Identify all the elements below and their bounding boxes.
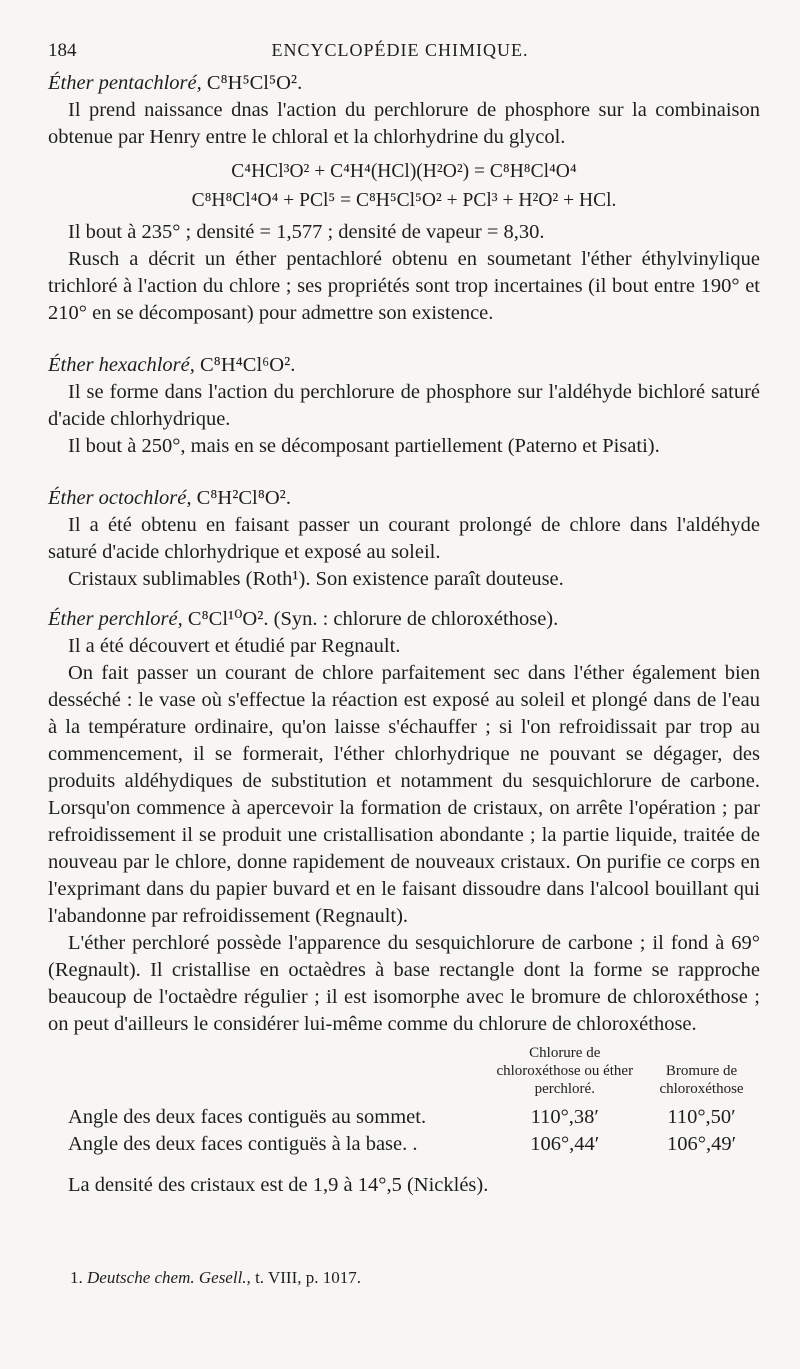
row-label: Angle des deux faces contiguës à la base. . [68,1133,418,1155]
table-header-bromure: Bromure de chloroxéthose [659,1063,744,1097]
paragraph: L'éther perchloré possède l'apparence du sesquichlorure de carbone ; il fond à 69° (Regnault). Il cristallise en octaèdres à base rectangle dont la forme se rapproche beaucoup de l'octaèdre régulier ; il est isomorphe avec le bromure de chloroxéthose ; on peut d'ailleurs le considérer lui-même comme du chlorure de chloroxéthose. [48,932,760,1035]
equation: C⁴HCl³O² + C⁴H⁴(HCl)(H²O²) = C⁸H⁸Cl⁴O⁴ [231,161,577,182]
compound-formula: C⁸H⁴Cl⁶O². [200,354,296,376]
section-heading-octochlore [48,485,760,512]
table-row [48,1131,760,1158]
compound-name: Éther hexachloré, [48,354,195,376]
paragraph: Il a été obtenu en faisant passer un courant prolongé de chlore dans l'aldéhyde saturé d'acide chlorhydrique et exposé au soleil. [48,514,760,563]
table-header-chlorure: Chlorure de chloroxéthose ou éther perchloré. [496,1045,634,1097]
compound-name: Éther pentachloré, [48,72,202,94]
compound-name: Éther perchloré, [48,608,183,630]
section-heading-pentachlore [48,70,760,97]
footnote-reference: t. VIII, p. 1017. [255,1268,361,1287]
compound-formula: C⁸Cl¹⁰O². (Syn. : chlorure de chloroxéthose). [187,608,559,630]
table-header-empty [48,1044,486,1104]
equation-block [48,157,760,215]
cell-value: 106°,49′ [667,1133,737,1155]
section-heading-perchlore [48,606,760,633]
angle-comparison-table [48,1044,760,1158]
footnote [70,1268,361,1288]
row-label: Angle des deux faces contiguës au sommet. [68,1106,427,1128]
paragraph: Il a été découvert et étudié par Regnault. [68,635,401,657]
paragraph: Il bout à 235° ; densité = 1,577 ; densité de vapeur = 8,30. [68,221,545,243]
equation: C⁸H⁸Cl⁴O⁴ + PCl⁵ = C⁸H⁵Cl⁵O² + PCl³ + H²O² + HCl. [191,190,617,211]
footnote-source: Deutsche chem. Gesell., [87,1268,251,1287]
cell-value: 110°,50′ [667,1106,736,1128]
paragraph: La densité des cristaux est de 1,9 à 14°,5 (Nicklés). [68,1174,489,1196]
page-number: 184 [48,40,77,61]
table-row [48,1104,760,1131]
paragraph: Il bout à 250°, mais en se décomposant partiellement (Paterno et Pisati). [68,435,660,457]
page-body [48,70,760,1199]
paragraph: On fait passer un courant de chlore parfaitement sec dans l'éther également bien desséché : le vase où s'effectue la réaction est exposé au soleil et plongé dans de l'eau à la température ordinaire, qu'on laisse s'échauffer ; si l'on refroidissait par trop au commencement, il se formerait, l'éther chlorhydrique ne pouvant se dégager, des produits aldéhydiques de substitution et notamment du sesquichlorure de carbone. Lorsqu'on commence à apercevoir la formation de cristaux, on arrête l'opération ; par refroidissement il se produit une cristallisation abondante ; la partie liquide, traitée de nouveau par le chlore, donne rapidement de nouveaux cristaux. On purifie ce corps en l'exprimant dans du papier buvard et en le faisant dissoudre dans l'alcool bouillant qui l'abandonne par refroidissement (Regnault). [48,662,760,927]
page-header [48,40,752,70]
paragraph: Cristaux sublimables (Roth¹). Son existence paraît douteuse. [68,568,564,590]
compound-formula: C⁸H⁵Cl⁵O². [206,72,303,94]
footnote-marker: 1. [70,1268,83,1287]
paragraph: Il prend naissance dnas l'action du perchlorure de phosphore sur la combinaison obtenue par Henry entre le chloral et la chlorhydrine du glycol. [48,99,760,148]
running-title: ENCYCLOPÉDIE CHIMIQUE. [271,40,529,60]
compound-formula: C⁸H²Cl⁸O². [196,487,291,509]
paragraph: Il se forme dans l'action du perchlorure de phosphore sur l'aldéhyde bichloré saturé d'acide chlorhydrique. [48,381,760,430]
cell-value: 110°,38′ [530,1106,599,1128]
section-heading-hexachlore [48,352,760,379]
paragraph: Rusch a décrit un éther pentachloré obtenu en soumetant l'éther éthylvinylique trichloré à l'action du chlore ; ses propriétés sont trop incertaines (il bout entre 190° et 210° en se décomposant) pour admettre son existence. [48,248,760,324]
compound-name: Éther octochloré, [48,487,192,509]
cell-value: 106°,44′ [530,1133,600,1155]
